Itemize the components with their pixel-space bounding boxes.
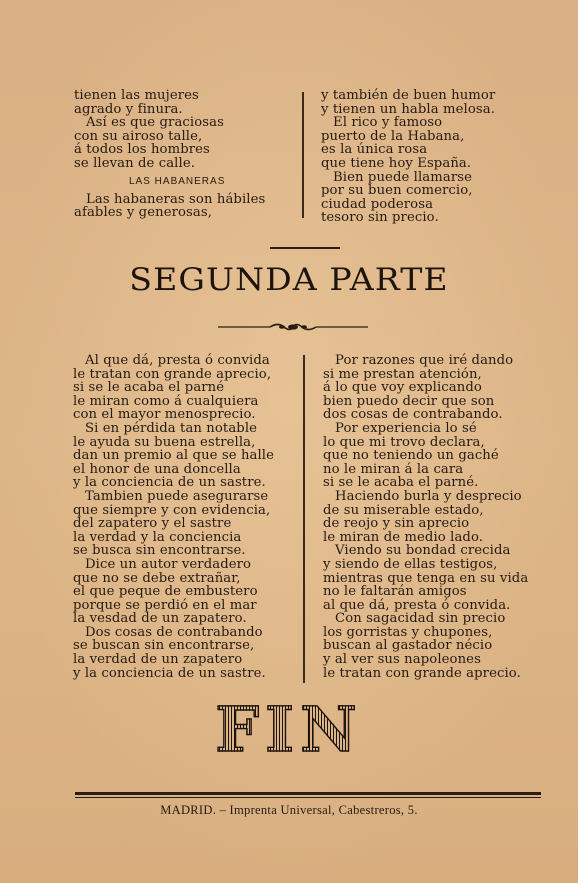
- bottom-rule-thick: [75, 792, 541, 795]
- verse-line: se buscan sin encontrarse,: [73, 638, 255, 654]
- verse-line: puerto de la Habana,: [321, 128, 465, 144]
- verse-line: agrado y finura.: [74, 101, 183, 117]
- verse-line: no le faltarán amigos: [323, 584, 467, 600]
- verse-line: y tienen un habla melosa.: [321, 101, 495, 117]
- verse-line: el honor de una doncella: [73, 461, 241, 477]
- verse-line: de su miserable estado,: [323, 502, 484, 518]
- verse-line: Por experiencia lo sé: [335, 420, 477, 436]
- verse-line: Bien puede llamarse: [333, 169, 473, 185]
- verse-line: Viendo su bondad crecida: [335, 543, 511, 559]
- verse-line: y la conciencia de un sastre.: [73, 665, 266, 681]
- verse-line: y la conciencia de un sastre.: [73, 475, 266, 491]
- verse-line: la verdad y la conciencia: [73, 529, 242, 545]
- verse-line: es la única rosa: [321, 142, 428, 158]
- top-left-verse-after: [74, 193, 294, 220]
- second-column-divider: [303, 355, 305, 683]
- second-right-verse: [323, 354, 563, 680]
- second-left-column: [73, 354, 299, 680]
- verse-line: le tratan con grande aprecio.: [323, 665, 521, 681]
- verse-line: si se le acaba el parné: [73, 380, 225, 396]
- verse-line: Si en pérdida tan notable: [85, 420, 258, 436]
- verse-line: que no teniendo un gaché: [323, 448, 499, 464]
- verse-line: que tiene hoy España.: [321, 155, 472, 171]
- verse-line: por su buen comercio,: [321, 183, 473, 199]
- verse-line: si me prestan atención,: [323, 366, 482, 382]
- verse-line: le miran como á cualquiera: [73, 393, 259, 409]
- verse-line: con su airoso talle,: [74, 128, 203, 144]
- verse-line: porque se perdió en el mar: [73, 597, 257, 613]
- verse-line: tienen las mujeres: [74, 88, 199, 103]
- second-right-column: [323, 354, 563, 680]
- verse-line: de reojo y sin aprecio: [323, 516, 470, 532]
- verse-line: y también de buen humor: [321, 88, 496, 103]
- verse-line: con el mayor menosprecio.: [73, 407, 256, 423]
- verse-line: Dos cosas de contrabando: [85, 624, 263, 640]
- verse-line: no le miran á la cara: [323, 461, 464, 477]
- verse-line: mientras que tenga en su vida: [323, 570, 529, 586]
- section-title: SEGUNDA PARTE: [129, 262, 449, 298]
- verse-line: que no se debe extrañar,: [73, 570, 241, 586]
- verse-line: Tambien puede asegurarse: [85, 488, 269, 504]
- verse-line: se llevan de calle.: [74, 155, 196, 171]
- verse-line: Dice un autor verdadero: [85, 556, 252, 572]
- verse-line: tesoro sin precio.: [321, 210, 439, 226]
- verse-line: Al que dá, presta ó convida: [85, 353, 270, 368]
- verse-line: Las habaneras son hábiles: [86, 191, 266, 207]
- title-top-rule: [270, 247, 340, 249]
- ornament-divider: [218, 321, 368, 333]
- imprint-line: MADRID. – Imprenta Universal, Cabestreros, 5.: [160, 803, 418, 817]
- verse-line: Haciendo burla y desprecio: [335, 488, 522, 504]
- top-right-column: [321, 89, 551, 225]
- verse-line: El rico y famoso: [333, 115, 443, 131]
- verse-line: la verdad de un zapatero: [73, 652, 243, 668]
- top-right-verse: [321, 89, 551, 225]
- verse-line: á todos los hombres: [74, 142, 210, 158]
- verse-line: si se le acaba el parné.: [323, 475, 479, 491]
- verse-line: el que peque de embustero: [73, 584, 258, 600]
- verse-line: le miran de medio lado.: [323, 529, 484, 545]
- verse-line: los gorristas y chupones,: [323, 624, 493, 640]
- verse-line: se busca sin encontrarse.: [73, 543, 246, 559]
- top-left-verse: [74, 89, 294, 171]
- verse-line: Por razones que iré dando: [335, 353, 514, 368]
- verse-line: Así es que graciosas: [86, 115, 224, 131]
- bottom-rule-thin: [75, 797, 541, 798]
- verse-line: le ayuda su buena estrella,: [73, 434, 256, 450]
- verse-line: al que dá, presta ó convida.: [323, 597, 511, 613]
- verse-line: ciudad poderosa: [321, 196, 434, 212]
- top-left-column: [74, 89, 294, 220]
- second-left-verse: [73, 354, 299, 680]
- subheading: LAS HABANERAS: [129, 175, 226, 187]
- verse-line: la vesdad de un zapatero.: [73, 611, 247, 627]
- verse-line: del zapatero y el sastre: [73, 516, 232, 532]
- verse-line: dos cosas de contrabando.: [323, 407, 503, 423]
- verse-line: y al ver sus napoleones: [323, 652, 481, 668]
- end-word: FIN: [0, 693, 578, 766]
- verse-line: le tratan con grande aprecio,: [73, 366, 272, 382]
- verse-line: dan un premio al que se halle: [73, 448, 275, 464]
- verse-line: lo que mi trovo declara,: [323, 434, 485, 450]
- top-column-divider: [302, 92, 304, 218]
- verse-line: á lo que voy explicando: [323, 380, 482, 396]
- verse-line: Con sagacidad sin precio: [335, 611, 506, 627]
- verse-line: bien puedo decir que son: [323, 393, 495, 409]
- verse-line: y siendo de ellas testigos,: [323, 556, 498, 572]
- verse-line: afables y generosas,: [74, 205, 213, 221]
- verse-line: que siempre y con evidencia,: [73, 502, 271, 518]
- verse-line: buscan al gastador nécio: [323, 638, 493, 654]
